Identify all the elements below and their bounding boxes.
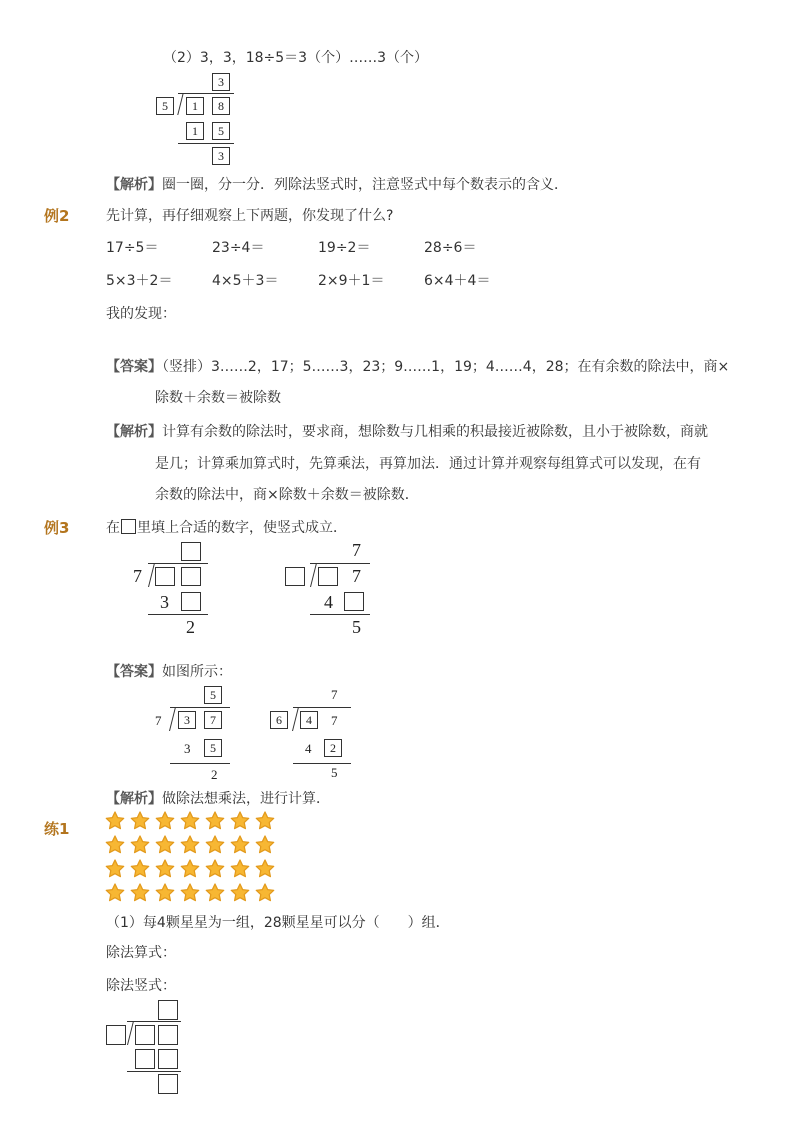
- division-bar: [127, 1021, 181, 1022]
- analysis-tag: 【解析】: [106, 424, 162, 440]
- star-icon: [254, 810, 276, 832]
- division-bracket: [177, 93, 183, 115]
- answer-b-product-tens: 4: [305, 741, 312, 756]
- puzzle-b-dividend-ones: 7: [352, 566, 361, 586]
- practice-dividend-ones-blank[interactable]: [158, 1025, 178, 1045]
- practice-product-tens-blank[interactable]: [135, 1049, 155, 1069]
- prev-analysis: [106, 174, 568, 194]
- star-icon: [104, 858, 126, 880]
- subtraction-line: [310, 614, 370, 615]
- subtraction-line: [170, 763, 230, 764]
- star-icon: [254, 858, 276, 880]
- star-icon: [154, 834, 176, 856]
- answer-b-remainder: 5: [331, 765, 338, 780]
- star-icon: [179, 834, 201, 856]
- star-icon: [229, 882, 251, 904]
- star-icon: [229, 834, 251, 856]
- prev-line: （2）3，3，18÷5＝3（个）……3（个）: [163, 50, 428, 66]
- star-icon: [154, 810, 176, 832]
- star-icon: [204, 882, 226, 904]
- example-2-question: 先计算，再仔细观察上下两题，你发现了什么?: [106, 208, 394, 224]
- ex2-analysis-line-3: 余数的除法中，商×除数＋余数＝被除数．: [155, 487, 419, 503]
- ex2-expr-1-2: 23÷4＝: [212, 240, 265, 256]
- analysis-tag: 【解析】: [106, 177, 162, 193]
- practice-dividend-tens-blank[interactable]: [135, 1025, 155, 1045]
- ex2-expr-2-4: 6×4＋4＝: [424, 273, 491, 289]
- division-equation-label: 除法算式：: [106, 945, 176, 961]
- star-grid: [104, 810, 284, 910]
- question-text-post: 里填上合适的数字，使竖式成立．: [137, 520, 347, 536]
- answer-a-product-ones-box: 5: [204, 739, 222, 757]
- answer-b-product-ones-box: 2: [324, 739, 342, 757]
- division-bracket: [310, 563, 317, 587]
- analysis-text: 做除法想乘法，进行计算．: [162, 791, 330, 807]
- answer-a-quotient-box: 5: [204, 686, 222, 704]
- practice-remainder-blank[interactable]: [158, 1074, 178, 1094]
- puzzle-a-divisor: 7: [133, 566, 142, 586]
- puzzle-a-product-ones-blank[interactable]: [181, 592, 201, 611]
- answer-a-dividend-tens-box: 3: [178, 711, 196, 729]
- example-3-label: 例3: [44, 519, 70, 537]
- answer-b-dividend-ones: 7: [331, 713, 338, 728]
- practice-divisor-blank[interactable]: [106, 1025, 126, 1045]
- star-icon: [229, 858, 251, 880]
- star-icon: [179, 810, 201, 832]
- ex2-finding: 我的发现：: [106, 306, 176, 322]
- star-icon: [204, 858, 226, 880]
- puzzle-b-dividend-tens-blank[interactable]: [318, 567, 338, 586]
- star-icon: [229, 810, 251, 832]
- division-bar: [170, 707, 230, 708]
- analysis-text: 计算有余数的除法时，要求商，想除数与几相乘的积最接近被除数，且小于被除数，商就: [162, 424, 708, 440]
- division-bar: [310, 563, 370, 564]
- practice-product-ones-blank[interactable]: [158, 1049, 178, 1069]
- subtraction-line: [127, 1071, 181, 1072]
- ex2-answer-line-2: 除数＋余数＝被除数: [155, 390, 281, 406]
- practice-1-label: 练1: [44, 820, 70, 838]
- ex2-expr-2-2: 4×5＋3＝: [212, 273, 279, 289]
- prev-dividend-tens-box: 1: [186, 97, 204, 115]
- answer-tag: 【答案】: [106, 359, 162, 375]
- analysis-tag: 【解析】: [106, 791, 162, 807]
- practice-quotient-blank[interactable]: [158, 1000, 178, 1020]
- practice-1-question: （1）每4颗星星为一组，28颗星星可以分（ ）组．: [106, 915, 450, 931]
- star-icon: [254, 834, 276, 856]
- answer-a-product-tens: 3: [184, 741, 191, 756]
- division-bracket: [127, 1021, 134, 1045]
- answer-a-dividend-ones-box: 7: [204, 711, 222, 729]
- answer-b-dividend-tens-box: 4: [300, 711, 318, 729]
- question-text-pre: 在: [106, 520, 120, 536]
- puzzle-a-dividend-tens-blank[interactable]: [155, 567, 175, 586]
- puzzle-b-product-tens: 4: [324, 592, 333, 612]
- star-icon: [129, 882, 151, 904]
- star-icon: [204, 810, 226, 832]
- answer-text: 如图所示：: [162, 664, 232, 680]
- blank-box-icon: [121, 519, 136, 534]
- prev-quotient-box: 3: [212, 73, 230, 91]
- subtraction-line: [293, 763, 351, 764]
- prev-dividend-ones-box: 8: [212, 97, 230, 115]
- star-icon: [154, 882, 176, 904]
- subtraction-line: [148, 614, 208, 615]
- star-icon: [129, 834, 151, 856]
- prev-divisor-box: 5: [156, 97, 174, 115]
- ex3-analysis: [106, 788, 330, 808]
- star-icon: [179, 882, 201, 904]
- puzzle-b-quotient: 7: [352, 540, 361, 560]
- ex2-analysis-line-2: 是几；计算乘加算式时，先算乘法，再算加法．通过计算并观察每组算式可以发现，在有: [155, 456, 701, 472]
- puzzle-b-divisor-blank[interactable]: [285, 567, 305, 586]
- ex3-answer: [106, 661, 232, 681]
- division-bar: [178, 93, 234, 94]
- answer-a-remainder: 2: [211, 767, 218, 782]
- ex2-expr-1-1: 17÷5＝: [106, 240, 159, 256]
- ex2-expr-1-3: 19÷2＝: [318, 240, 371, 256]
- star-icon: [104, 834, 126, 856]
- example-2-label: 例2: [44, 207, 70, 225]
- division-bracket: [292, 707, 299, 731]
- example-3-question: [106, 517, 347, 537]
- puzzle-a-quotient-blank[interactable]: [181, 542, 201, 561]
- ex2-expr-2-1: 5×3＋2＝: [106, 273, 173, 289]
- star-icon: [254, 882, 276, 904]
- division-vertical-label: 除法竖式：: [106, 978, 176, 994]
- star-icon: [154, 858, 176, 880]
- answer-b-quotient: 7: [331, 687, 338, 702]
- answer-a-divisor: 7: [155, 713, 162, 728]
- answer-b-divisor-box: 6: [270, 711, 288, 729]
- puzzle-b-remainder: 5: [352, 617, 361, 637]
- division-bracket: [169, 707, 176, 731]
- ex2-answer-line-1: [106, 356, 729, 376]
- division-bar: [293, 707, 351, 708]
- ex2-analysis-line-1: [106, 421, 708, 441]
- ex2-expr-2-3: 2×9＋1＝: [318, 273, 385, 289]
- star-icon: [104, 810, 126, 832]
- division-bracket: [148, 563, 155, 587]
- answer-text: （竖排）3……2，17；5……3，23；9……1，19；4……4，28；在有余数的除法中，商×: [162, 359, 730, 375]
- prev-remainder-box: 3: [212, 147, 230, 165]
- prev-product-tens-box: 1: [186, 122, 204, 140]
- star-icon: [129, 858, 151, 880]
- prev-product-ones-box: 5: [212, 122, 230, 140]
- ex2-expr-1-4: 28÷6＝: [424, 240, 477, 256]
- puzzle-b-product-ones-blank[interactable]: [344, 592, 364, 611]
- division-bar: [148, 563, 208, 564]
- analysis-text: 圈一圈，分一分．列除法竖式时，注意竖式中每个数表示的含义．: [162, 177, 568, 193]
- star-icon: [129, 810, 151, 832]
- star-icon: [179, 858, 201, 880]
- puzzle-a-remainder: 2: [186, 617, 195, 637]
- answer-tag: 【答案】: [106, 664, 162, 680]
- puzzle-a-dividend-ones-blank[interactable]: [181, 567, 201, 586]
- puzzle-a-product-tens: 3: [160, 592, 169, 612]
- star-icon: [204, 834, 226, 856]
- star-icon: [104, 882, 126, 904]
- subtraction-line: [178, 143, 234, 144]
